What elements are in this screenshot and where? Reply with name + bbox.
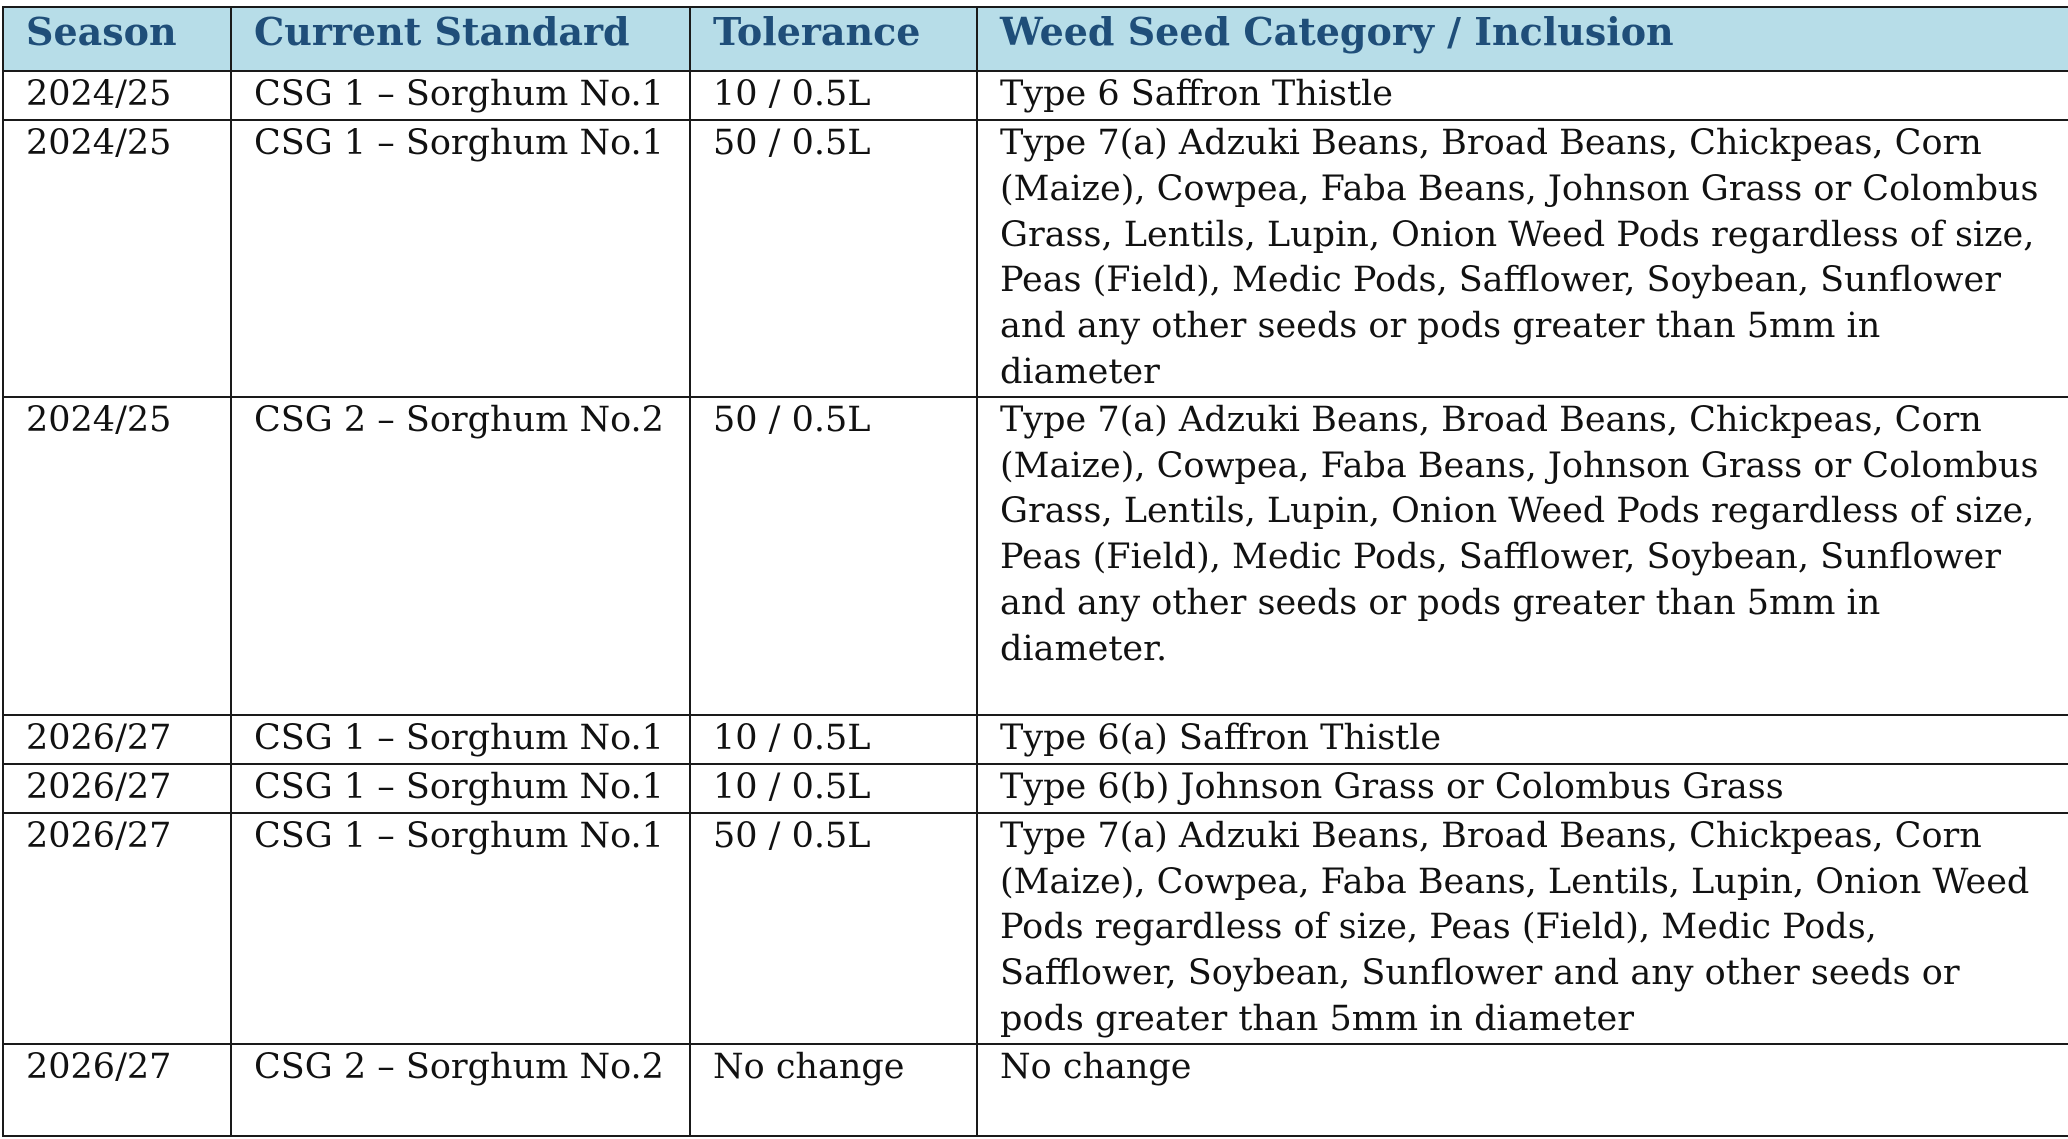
weed-seed-standards-table-wrapper	[2, 6, 2068, 1137]
cell-current-standard: CSG 1 – Sorghum No.1	[231, 764, 690, 813]
table-header	[3, 7, 2068, 71]
cell-tolerance: 50 / 0.5L	[690, 120, 977, 397]
cell-tolerance: 10 / 0.5L	[690, 71, 977, 120]
table-row	[3, 813, 2068, 1044]
table-row	[3, 715, 2068, 764]
cell-tolerance: No change	[690, 1044, 977, 1136]
cell-tolerance: 10 / 0.5L	[690, 715, 977, 764]
cell-weed-seed-category: No change	[977, 1044, 2068, 1136]
cell-weed-seed-category: Type 6(b) Johnson Grass or Colombus Grass	[977, 764, 2068, 813]
header-tolerance: Tolerance	[690, 7, 977, 71]
table-row	[3, 1044, 2068, 1136]
cell-tolerance: 10 / 0.5L	[690, 764, 977, 813]
cell-weed-seed-category: Type 7(a) Adzuki Beans, Broad Beans, Chickpeas, Corn (Maize), Cowpea, Faba Beans, Lentils, Lupin, Onion Weed Pods regardless of size, Peas (Field), Medic Pods, Safflower, Soybean, Sunflower and any other seeds or pods greater than 5mm in diameter	[977, 813, 2068, 1044]
weed-seed-standards-table	[2, 6, 2068, 1137]
cell-current-standard: CSG 2 – Sorghum No.2	[231, 1044, 690, 1136]
header-season: Season	[3, 7, 231, 71]
cell-current-standard: CSG 2 – Sorghum No.2	[231, 397, 690, 715]
table-body	[3, 71, 2068, 1136]
header-current-standard: Current Standard	[231, 7, 690, 71]
cell-current-standard: CSG 1 – Sorghum No.1	[231, 120, 690, 397]
table-row	[3, 71, 2068, 120]
cell-season: 2026/27	[3, 813, 231, 1044]
cell-season: 2024/25	[3, 397, 231, 715]
cell-tolerance: 50 / 0.5L	[690, 397, 977, 715]
cell-season: 2024/25	[3, 120, 231, 397]
cell-season: 2026/27	[3, 764, 231, 813]
header-weed-seed-category: Weed Seed Category / Inclusion	[977, 7, 2068, 71]
header-row	[3, 7, 2068, 71]
table-row	[3, 764, 2068, 813]
cell-season: 2026/27	[3, 715, 231, 764]
cell-weed-seed-category: Type 7(a) Adzuki Beans, Broad Beans, Chickpeas, Corn (Maize), Cowpea, Faba Beans, Johnson Grass or Colombus Grass, Lentils, Lupin, Onion Weed Pods regardless of size, Peas (Field), Medic Pods, Safflower, Soybean, Sunflower and any other seeds or pods greater than 5mm in diameter.	[977, 397, 2068, 715]
cell-season: 2024/25	[3, 71, 231, 120]
cell-weed-seed-category: Type 6(a) Saffron Thistle	[977, 715, 2068, 764]
table-row	[3, 397, 2068, 715]
cell-current-standard: CSG 1 – Sorghum No.1	[231, 813, 690, 1044]
cell-current-standard: CSG 1 – Sorghum No.1	[231, 715, 690, 764]
table-row	[3, 120, 2068, 397]
cell-season: 2026/27	[3, 1044, 231, 1136]
cell-current-standard: CSG 1 – Sorghum No.1	[231, 71, 690, 120]
cell-weed-seed-category: Type 7(a) Adzuki Beans, Broad Beans, Chickpeas, Corn (Maize), Cowpea, Faba Beans, Johnson Grass or Colombus Grass, Lentils, Lupin, Onion Weed Pods regardless of size, Peas (Field), Medic Pods, Safflower, Soybean, Sunflower and any other seeds or pods greater than 5mm in diameter	[977, 120, 2068, 397]
cell-tolerance: 50 / 0.5L	[690, 813, 977, 1044]
cell-weed-seed-category: Type 6 Saffron Thistle	[977, 71, 2068, 120]
